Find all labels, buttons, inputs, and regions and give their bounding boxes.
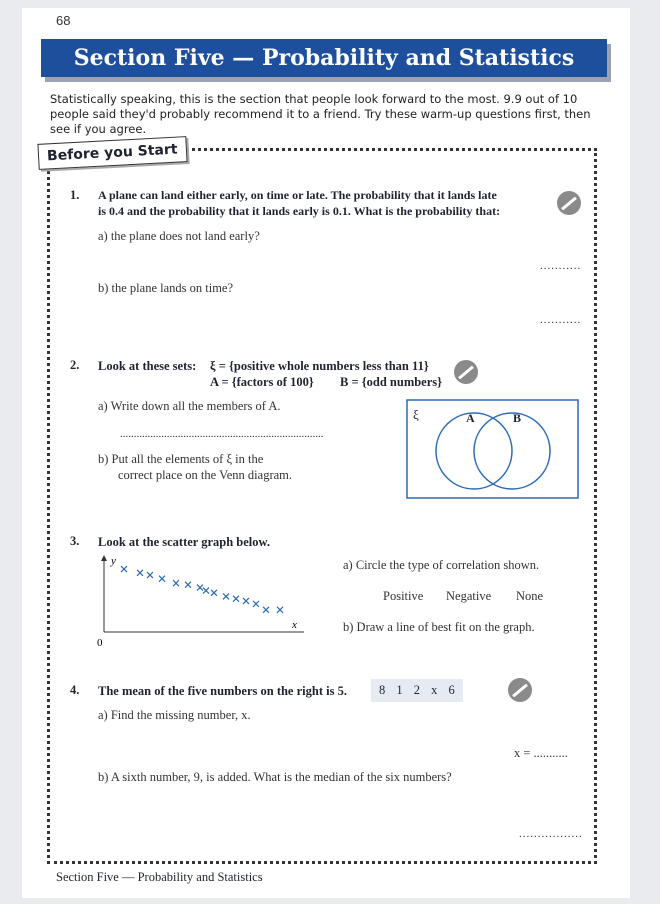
page — [22, 8, 630, 898]
before-you-start-tag: Before you Start — [37, 136, 187, 170]
q1b-text: b) the plane lands on time? — [98, 281, 234, 295]
scatter-point — [203, 588, 209, 594]
y-axis-label: y — [111, 555, 116, 567]
section-banner — [41, 39, 607, 77]
scatter-point — [223, 593, 229, 599]
scatter-graph[interactable] — [94, 552, 314, 648]
y-axis-arrow — [101, 555, 107, 561]
no-calculator-icon — [454, 360, 478, 384]
q4-numbers-box: 8 1 2 x 6 — [371, 679, 463, 702]
scatter-point — [197, 585, 203, 591]
q2-intro: Look at these sets: — [98, 359, 197, 373]
page-number: 68 — [56, 13, 71, 28]
scatter-point — [173, 580, 179, 586]
q1-text-line2: is 0.4 and the probability that it lands early is 0.1. What is the probability that: — [98, 204, 501, 218]
q2-set-xi: ξ = {positive whole numbers less than 11} — [210, 359, 429, 373]
scatter-point — [233, 596, 239, 602]
no-calculator-icon — [557, 191, 581, 215]
scatter-point — [159, 576, 165, 582]
q3b-text: b) Draw a line of best fit on the graph. — [343, 620, 535, 634]
q4-number: 4. — [70, 683, 80, 697]
q2-number: 2. — [70, 358, 80, 372]
scatter-point — [243, 598, 249, 604]
q2b-text-line1: b) Put all the elements of ξ in the — [98, 452, 264, 466]
scatter-point — [121, 566, 127, 572]
q4-text: The mean of the five numbers on the right is 5. — [98, 684, 347, 698]
q4a-answer[interactable]: x = ........... — [514, 746, 568, 760]
venn-universal-label: ξ — [413, 407, 419, 422]
q2-set-a: A = {factors of 100} — [210, 375, 314, 389]
scatter-point — [253, 601, 259, 607]
q3-number: 3. — [70, 534, 80, 548]
section-title: Section Five — Probability and Statistics — [73, 45, 575, 71]
intro-text: Statistically speaking, this is the section that people look forward to the most. 9.9 out of 10 people said they'd probably recommend it to a friend. Try these warm-up questions first, then see if you agree. — [50, 92, 591, 136]
q2-set-b: B = {odd numbers} — [340, 375, 443, 389]
q4b-answer-line[interactable]: ................. — [519, 828, 583, 840]
scatter-point — [137, 570, 143, 576]
no-calculator-icon — [508, 678, 532, 702]
q1b-answer-line[interactable]: ........... — [540, 314, 582, 326]
q1-number: 1. — [70, 188, 80, 202]
q2a-answer-line[interactable]: .......................................................................... — [120, 428, 324, 440]
q1-text-line1: A plane can land either early, on time or late. The probability that it lands late — [98, 188, 497, 202]
option-none[interactable]: None — [516, 589, 544, 603]
scatter-point — [277, 607, 283, 613]
venn-diagram[interactable] — [406, 399, 579, 499]
scatter-point — [211, 590, 217, 596]
origin-label: 0 — [97, 637, 103, 648]
option-negative[interactable]: Negative — [446, 589, 492, 603]
q2a-text: a) Write down all the members of A. — [98, 399, 281, 413]
q3a-text: a) Circle the type of correlation shown. — [343, 558, 540, 572]
option-positive[interactable]: Positive — [383, 589, 424, 603]
scatter-point — [263, 607, 269, 613]
q4a-text: a) Find the missing number, x. — [98, 708, 251, 722]
venn-label-b: B — [513, 411, 522, 425]
q1a-answer-line[interactable]: ........... — [540, 260, 582, 272]
q4b-text: b) A sixth number, 9, is added. What is the median of the six numbers? — [98, 770, 452, 784]
scatter-point — [185, 582, 191, 588]
x-axis-label: x — [292, 619, 297, 631]
q3-text: Look at the scatter graph below. — [98, 535, 270, 549]
venn-label-a: A — [466, 411, 475, 425]
q1a-text: a) the plane does not land early? — [98, 229, 260, 243]
page-footer: Section Five — Probability and Statistics — [56, 870, 263, 884]
scatter-point — [147, 572, 153, 578]
q2b-text-line2: correct place on the Venn diagram. — [118, 468, 292, 482]
